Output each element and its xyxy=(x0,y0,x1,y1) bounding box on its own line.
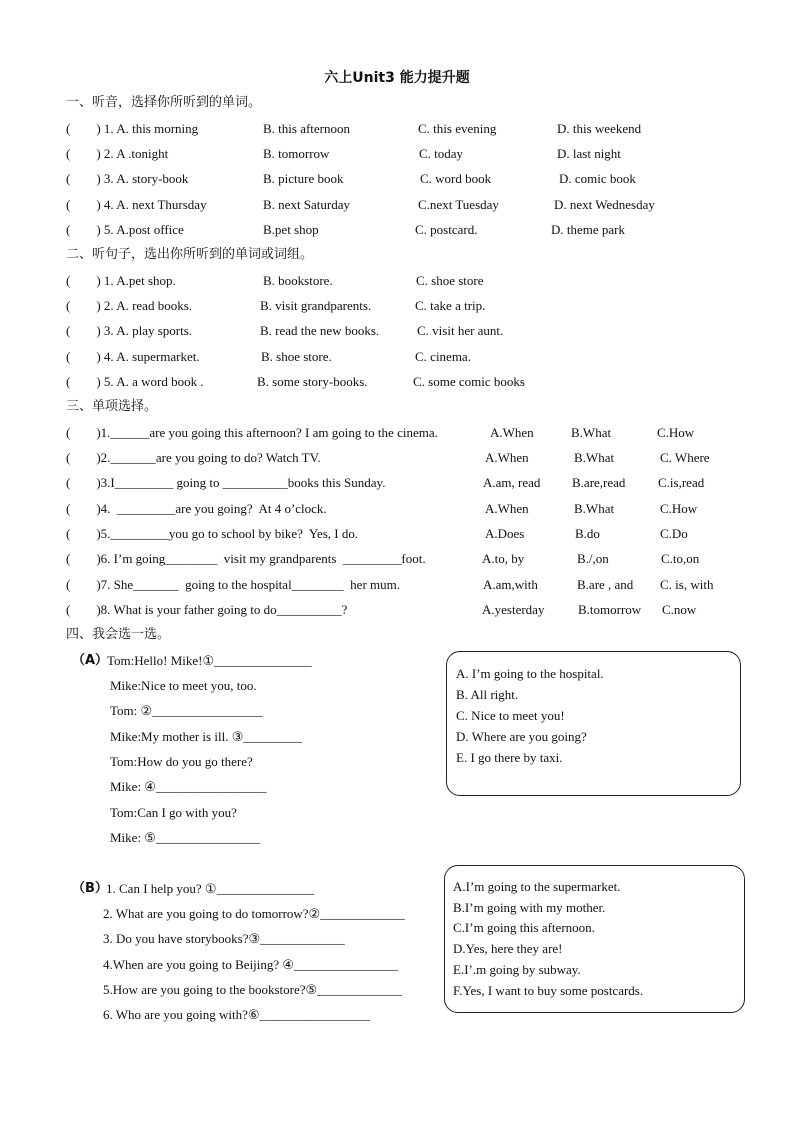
option-a: A.When xyxy=(485,501,529,516)
section-heading-1: 一、听音，选择你所听到的单词。 xyxy=(66,95,262,110)
option-d: D. last night xyxy=(557,146,621,161)
option-c: C. this evening xyxy=(418,121,497,136)
option-c: C.to,on xyxy=(661,551,700,566)
question-stem: ( )8. What is your father going to do__________? xyxy=(66,602,348,617)
question-stem: ( ) 4. A. next Thursday xyxy=(66,197,207,212)
option-c: C. Where xyxy=(660,450,710,465)
dialogue-line: Tom:Can I go with you? xyxy=(110,805,237,820)
option-c: C. shoe store xyxy=(416,273,484,288)
dialogue-line: Mike:My mother is ill. ③_________ xyxy=(110,729,302,744)
option-b: B. bookstore. xyxy=(263,273,333,288)
dialogue-line: Mike: ④_________________ xyxy=(110,779,267,794)
option-b: B.What xyxy=(574,450,615,465)
option-b: B.do xyxy=(575,526,600,541)
question-stem: ( )7. She_______ going to the hospital________ her mum. xyxy=(66,577,401,592)
option-b: B. this afternoon xyxy=(263,121,351,136)
option-line: C.I’m going this afternoon. xyxy=(453,920,595,935)
option-a: A.to, by xyxy=(482,551,525,566)
question-stem: ( )6. I’m going________ visit my grandparents _________foot. xyxy=(66,551,426,566)
question-stem: ( ) 5. A.post office xyxy=(66,222,184,237)
page-title: 六上Unit3 能力提升题 xyxy=(324,70,470,86)
question-stem: ( ) 4. A. supermarket. xyxy=(66,349,200,364)
option-d: D. this weekend xyxy=(557,121,642,136)
option-b: B. read the new books. xyxy=(260,323,380,338)
option-line: F.Yes, I want to buy some postcards. xyxy=(453,983,644,998)
option-c: C.Do xyxy=(660,526,688,541)
option-d: D. next Wednesday xyxy=(554,197,655,212)
question-stem: ( ) 2. A .tonight xyxy=(66,146,169,161)
option-line: C. Nice to meet you! xyxy=(456,708,565,723)
option-a: A.am,with xyxy=(483,577,538,592)
options-box-b xyxy=(444,865,745,1013)
option-c: C. today xyxy=(419,146,464,161)
question-line: 4.When are you going to Beijing? ④________________ xyxy=(103,957,399,972)
dialogue-line: Tom:How do you go there? xyxy=(110,754,253,769)
option-b: B. visit grandparents. xyxy=(260,298,372,313)
option-c: C.now xyxy=(662,602,697,617)
option-line: A. I’m going to the hospital. xyxy=(456,666,604,681)
option-c: C. word book xyxy=(420,171,492,186)
option-a: A.Does xyxy=(485,526,525,541)
question-line: 1. Can I help you? ①_______________ xyxy=(106,881,315,896)
option-b: B.are , and xyxy=(577,577,634,592)
question-stem: ( ) 1. A.pet shop. xyxy=(66,273,176,288)
section-heading-4: 四、我会选一选。 xyxy=(66,627,171,642)
dialogue-line: Tom:Hello! Mike!①_______________ xyxy=(107,653,312,668)
dialogue-b-label: （B） xyxy=(72,881,108,896)
option-a: A.yesterday xyxy=(482,602,545,617)
question-line: 2. What are you going to do tomorrow?②_____________ xyxy=(103,906,405,921)
question-line: 5.How are you going to the bookstore?⑤_____________ xyxy=(103,982,402,997)
question-stem: ( )3.I_________ going to __________books this Sunday. xyxy=(66,475,386,490)
options-box-a xyxy=(446,651,741,796)
option-line: B.I’m going with my mother. xyxy=(453,900,606,915)
option-b: B.are,read xyxy=(572,475,626,490)
option-b: B.What xyxy=(574,501,615,516)
option-c: C. is, with xyxy=(660,577,714,592)
question-stem: ( ) 5. A. a word book . xyxy=(66,374,204,389)
section-heading-2: 二、听句子，选出你所听到的单词或词组。 xyxy=(66,247,314,262)
question-stem: ( )5._________you go to school by bike? Yes, I do. xyxy=(66,526,359,541)
option-b: B. shoe store. xyxy=(261,349,332,364)
option-a: A.am, read xyxy=(483,475,541,490)
option-b: B. picture book xyxy=(263,171,344,186)
option-b: B. next Saturday xyxy=(263,197,351,212)
dialogue-a-label: （A） xyxy=(72,653,109,668)
question-stem: ( ) 3. A. story-book xyxy=(66,171,189,186)
option-b: B.tomorrow xyxy=(578,602,642,617)
option-line: E.I’.m going by subway. xyxy=(453,962,581,977)
question-line: 3. Do you have storybooks?③_____________ xyxy=(103,931,345,946)
option-d: D. theme park xyxy=(551,222,626,237)
option-line: B. All right. xyxy=(456,687,519,702)
option-c: C. some comic books xyxy=(413,374,525,389)
option-c: C. visit her aunt. xyxy=(417,323,504,338)
dialogue-line: Mike:Nice to meet you, too. xyxy=(110,678,257,693)
option-c: C.next Tuesday xyxy=(418,197,499,212)
option-c: C.is,read xyxy=(658,475,705,490)
option-c: C. take a trip. xyxy=(415,298,486,313)
option-line: E. I go there by taxi. xyxy=(456,750,563,765)
option-b: B.What xyxy=(571,425,612,440)
option-b: B. tomorrow xyxy=(263,146,330,161)
dialogue-line: Mike: ⑤________________ xyxy=(110,830,260,845)
option-line: D. Where are you going? xyxy=(456,729,587,744)
question-stem: ( ) 1. A. this morning xyxy=(66,121,199,136)
question-stem: ( )1.______are you going this afternoon? I am going to the cinema. xyxy=(66,425,438,440)
option-b: B./,on xyxy=(577,551,609,566)
option-c: C.How xyxy=(660,501,698,516)
option-line: D.Yes, here they are! xyxy=(453,941,563,956)
option-a: A.When xyxy=(490,425,534,440)
option-c: C. postcard. xyxy=(415,222,478,237)
section-heading-3: 三、单项选择。 xyxy=(66,399,158,414)
option-b: B.pet shop xyxy=(263,222,319,237)
question-stem: ( )2._______are you going to do? Watch TV. xyxy=(66,450,321,465)
question-stem: ( ) 2. A. read books. xyxy=(66,298,193,313)
option-c: C. cinema. xyxy=(415,349,471,364)
dialogue-line: Tom: ②_________________ xyxy=(110,703,263,718)
option-a: A.When xyxy=(485,450,529,465)
question-stem: ( ) 3. A. play sports. xyxy=(66,323,193,338)
question-stem: ( )4. _________are you going? At 4 o’clock. xyxy=(66,501,327,516)
option-line: A.I’m going to the supermarket. xyxy=(453,879,621,894)
option-c: C.How xyxy=(657,425,695,440)
question-line: 6. Who are you going with?⑥_________________ xyxy=(103,1007,371,1022)
option-d: D. comic book xyxy=(559,171,636,186)
option-b: B. some story-books. xyxy=(257,374,368,389)
